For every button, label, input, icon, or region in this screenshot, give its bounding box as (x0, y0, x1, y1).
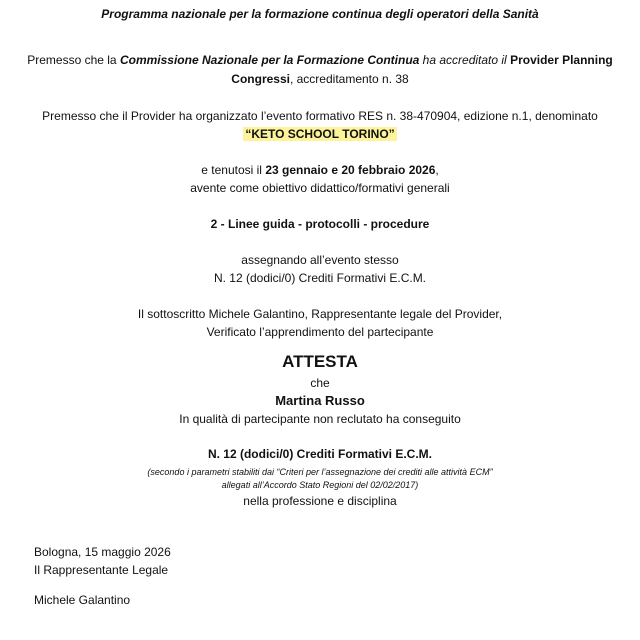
signer-name: Michele Galantino (34, 593, 131, 607)
premise-accreditation-line: Congressi, accreditamento n. 38 (231, 72, 409, 86)
objective-label: 2 - Linee guida - protocolli - procedure (210, 217, 430, 231)
provider-name: Provider Planning (510, 53, 613, 67)
objective-intro-line: avente come obiettivo didattico/formativi generali (190, 181, 450, 195)
profession-line: nella professione e disciplina (243, 494, 397, 508)
signer-role: Il Rappresentante Legale (34, 563, 169, 577)
commission-name: Commissione Nazionale per la Formazione Continua (119, 53, 420, 67)
attesta-title: ATTESTA (282, 352, 358, 371)
criteria-note-line1: (secondo i parametri stabiliti dai “Criteri per l’assegnazione dei crediti alle attività ECM” (147, 467, 493, 477)
quality-line: In qualità di partecipante non reclutato ha conseguito (179, 412, 461, 426)
participant-name: Martina Russo (275, 393, 365, 408)
place-date: Bologna, 15 maggio 2026 (34, 545, 171, 559)
event-dates-line: e tenutosi il 23 gennaio e 20 febbraio 2026, (201, 163, 439, 177)
premise-event-line: Premesso che il Provider ha organizzato l’evento formativo RES n. 38-470904, edizione n.1, denominato (42, 109, 598, 123)
assignment-line: assegnando all’evento stesso (241, 253, 399, 267)
event-name-line (0, 126, 640, 142)
assigned-credits-line: N. 12 (dodici/0) Crediti Formativi E.C.M. (213, 271, 427, 285)
criteria-note-line2: allegati all’Accordo Stato Regioni del 02/02/2017) (221, 480, 419, 490)
che-line: che (310, 376, 330, 390)
verification-line: Verificato l’apprendimento del partecipante (206, 325, 434, 339)
event-name: “KETO SCHOOL TORINO” (245, 127, 395, 141)
premise-commission-line: Premesso che la Commissione Nazionale per la Formazione Continua ha accreditato il Provider Planning (27, 53, 613, 67)
event-dates: 23 gennaio e 20 febbraio 2026 (265, 163, 436, 177)
signatory-line: Il sottoscritto Michele Galantino, Rappresentante legale del Provider, (137, 307, 503, 321)
earned-credits: N. 12 (dodici/0) Crediti Formativi E.C.M. (207, 447, 433, 461)
program-title: Programma nazionale per la formazione continua degli operatori della Sanità (101, 7, 539, 21)
